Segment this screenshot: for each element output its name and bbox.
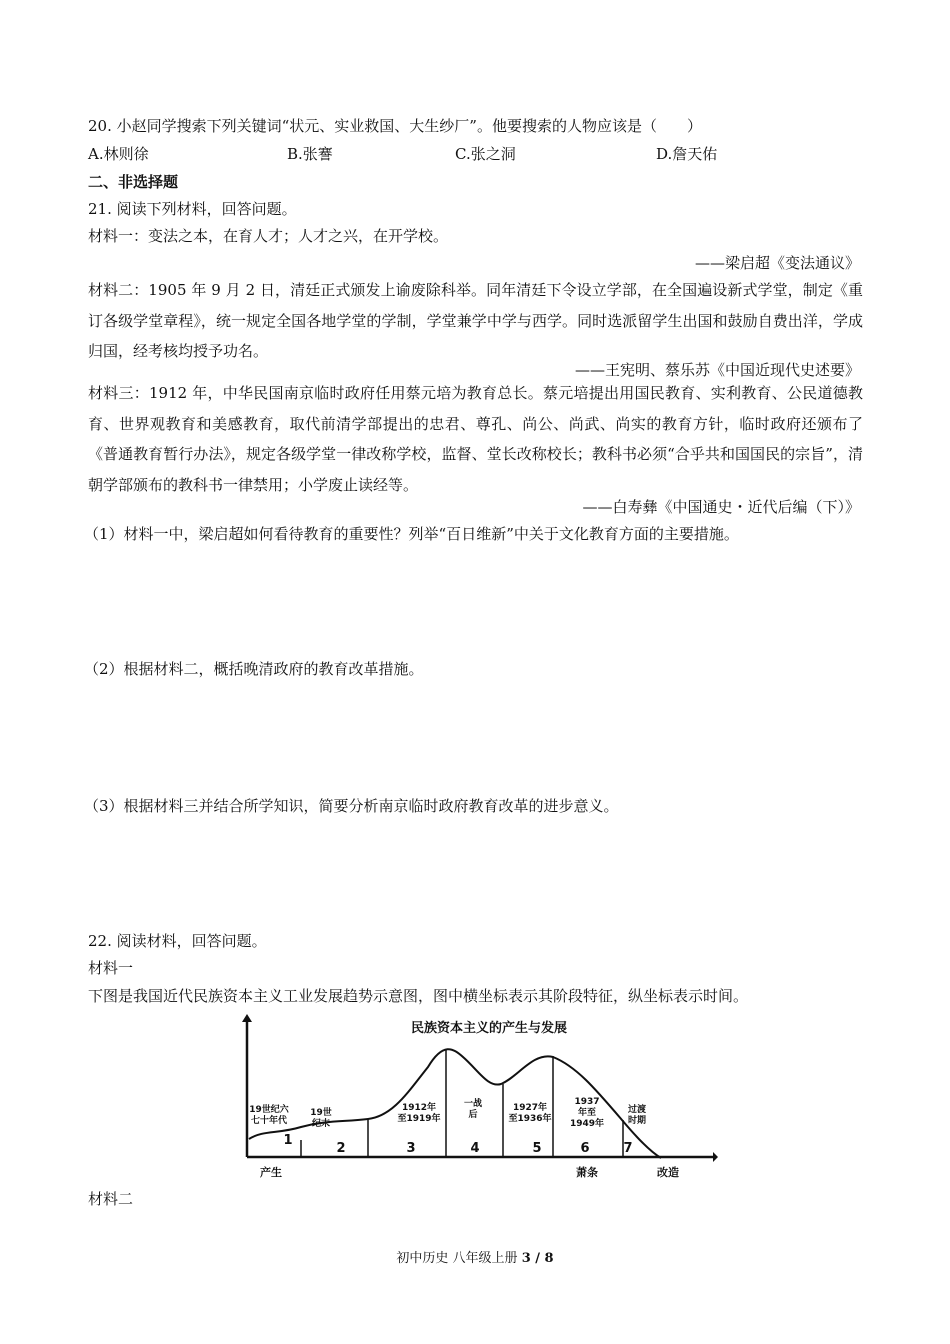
q22-stem: 22. 阅读材料，回答问题。	[88, 932, 267, 950]
q21-sub-question-2: （2）根据材料二，概括晚清政府的教育改革措施。	[84, 660, 424, 678]
y-axis-arrow	[242, 1014, 252, 1022]
stage-label: 纪末	[311, 1119, 331, 1129]
q22-material-2-label: 材料二	[88, 1190, 134, 1208]
stage-label: 过渡	[627, 1105, 647, 1115]
q20-option-a: A.林则徐	[88, 145, 149, 163]
q20-option-d: D.詹天佑	[656, 145, 718, 163]
q21-material-2-source: ——王宪明、蔡乐苏《中国近现代史述要》	[574, 361, 860, 379]
stage-label: 七十年代	[250, 1116, 288, 1126]
stage-number: 4	[470, 1141, 480, 1156]
q20-option-c: C.张之洞	[455, 145, 516, 163]
x-axis-label: 产生	[260, 1166, 282, 1179]
q22-material-1-label: 材料一	[88, 959, 134, 977]
chart-title: 民族资本主义的产生与发展	[410, 1021, 568, 1036]
stage-label: 后	[468, 1110, 478, 1120]
stage-label: 19世纪六	[249, 1105, 289, 1115]
stage-label: 1937	[574, 1097, 600, 1107]
q20-stem: 20. 小赵同学搜索下列关键词“状元、实业救国、大生纱厂”。他要搜索的人物应该是（ ）	[88, 117, 702, 135]
stage-label: 19世	[310, 1108, 332, 1118]
q21-material-3: 材料三：1912 年，中华民国南京临时政府任用蔡元培为教育总长。蔡元培提出用国民教育、实利教育、公民道德教育、世界观教育和美感教育，取代前清学部提出的忠君、尊孔、尚公、尚武、尚实的教育方针，临时政府还颁布了《普通教育暂行办法》，规定各级学堂一律改称学校，监督、堂长改称校长；教科书必须“合乎共和国国民的宗旨”，清朝学部颁布的教科书一律禁用；小学废止读经等。	[88, 384, 863, 494]
stage-label: 至1919年	[397, 1114, 441, 1124]
section-title: 二、非选择题	[88, 173, 179, 191]
x-axis-label: 改造	[657, 1166, 679, 1179]
stage-label: 至1936年	[508, 1114, 552, 1124]
stage-label: 1927年	[512, 1103, 548, 1113]
capitalism-trend-chart	[233, 1012, 718, 1184]
stage-number: 6	[580, 1141, 590, 1156]
q22-material-1-desc: 下图是我国近代民族资本主义工业发展趋势示意图，图中横坐标表示其阶段特征，纵坐标表示时间。	[88, 987, 749, 1005]
q21-material-1: 材料一：变法之本，在育人才；人才之兴，在开学校。	[88, 227, 449, 245]
x-axis-label: 萧条	[576, 1166, 598, 1179]
q21-sub-question-1: （1）材料一中，梁启超如何看待教育的重要性？列举“百日维新”中关于文化教育方面的主要措施。	[84, 525, 739, 543]
stage-number: 5	[532, 1141, 542, 1156]
x-axis-arrow	[713, 1152, 718, 1162]
stage-number: 3	[406, 1141, 416, 1156]
stage-label: 一战	[463, 1099, 483, 1109]
stage-label: 年至	[577, 1108, 597, 1118]
stage-label: 1949年	[569, 1119, 605, 1129]
page-number: 3 / 8	[521, 1251, 554, 1266]
q21-material-3-source: ——白寿彝《中国通史・近代后编（下）》	[582, 498, 860, 516]
stage-label: 1912年	[401, 1103, 437, 1113]
q21-stem: 21. 阅读下列材料，回答问题。	[88, 200, 297, 218]
page-footer	[0, 1247, 950, 1266]
stage-number: 1	[283, 1133, 293, 1148]
q21-sub-question-3: （3）根据材料三并结合所学知识，简要分析南京临时政府教育改革的进步意义。	[84, 797, 619, 815]
q21-material-2: 材料二：1905 年 9 月 2 日，清廷正式颁发上谕废除科举。同年清廷下令设立学部，在全国遍设新式学堂，制定《重订各级学堂章程》，统一规定全国各地学堂的学制，学堂兼学中学与西学。同时选派留学生出国和鼓励自费出洋，学成归国，经考核均授予功名。	[88, 281, 863, 360]
footer-text: 初中历史 八年级上册	[396, 1251, 522, 1266]
stage-label: 时期	[627, 1116, 647, 1126]
stage-number: 2	[336, 1141, 346, 1156]
q20-option-b: B.张謇	[287, 145, 333, 163]
stage-number: 7	[623, 1141, 633, 1156]
q21-material-1-source: ——梁启超《变法通议》	[694, 254, 860, 272]
